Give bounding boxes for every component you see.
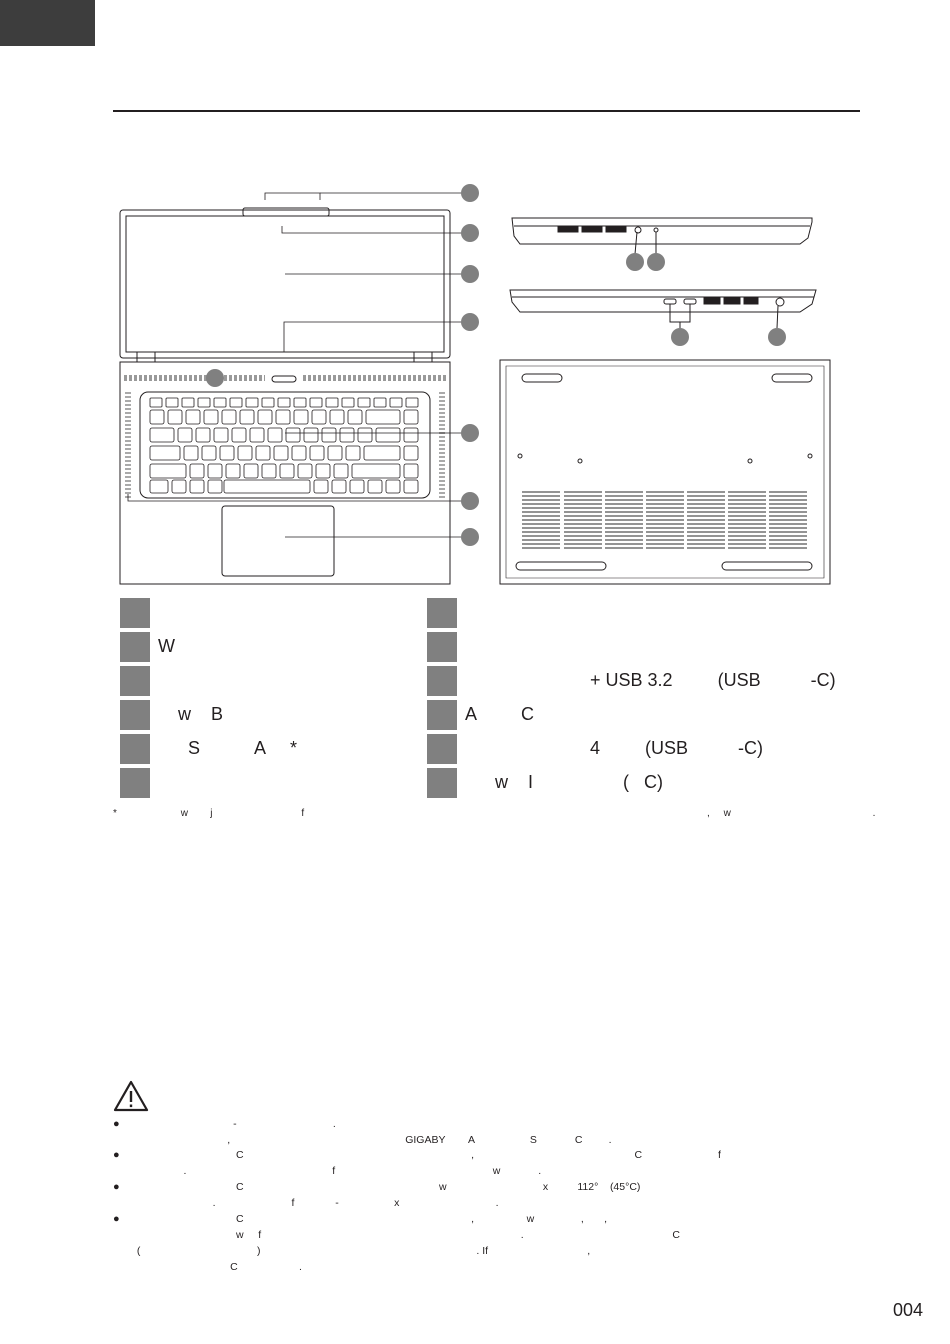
page-number: 004: [893, 1300, 924, 1320]
screen-bezel: [120, 210, 450, 358]
note-line: . f w .: [131, 1165, 542, 1177]
callout-dot: [461, 184, 479, 202]
keyboard-row-3: [150, 446, 418, 460]
side-view-right: [510, 290, 816, 312]
note-line: , GIGABY A S C .: [131, 1134, 612, 1146]
note-line: ( ) . If ,: [131, 1245, 591, 1257]
footnote: * w j f , w .: [113, 808, 876, 819]
legend-number-box: [120, 598, 150, 628]
touchpad: [222, 506, 334, 576]
legend-label: S A *: [158, 738, 298, 758]
legend-number-box: [427, 734, 457, 764]
note-line: C w x 112° (45°C): [131, 1181, 641, 1193]
keyboard-row-1: [150, 410, 418, 424]
callout-dot: [671, 328, 689, 346]
callout-dot: [647, 253, 665, 271]
legend-number-box: [427, 666, 457, 696]
legend-number-box: [120, 700, 150, 730]
legend-label: A C: [465, 704, 535, 724]
callout-dot: [461, 265, 479, 283]
callout-dot: [461, 528, 479, 546]
note-line: w f . C: [131, 1229, 681, 1241]
legend-number-box: [427, 700, 457, 730]
bottom-vents: [522, 492, 807, 548]
legend-label: + USB 3.2 (USB -C): [465, 670, 836, 690]
legend-label: w B: [158, 704, 224, 724]
note-line: C , C f: [131, 1149, 721, 1161]
bullet-icon: ●: [113, 1118, 120, 1130]
callout-dot: [461, 492, 479, 510]
callout-dot: [461, 224, 479, 242]
display-panel: [126, 216, 444, 352]
legend-number-box: [120, 768, 150, 798]
legend-number-box: [427, 598, 457, 628]
legend-number-box: [120, 734, 150, 764]
legend-label: w I ( C): [465, 772, 664, 792]
bullet-icon: ●: [113, 1149, 120, 1161]
legend-number-box: [427, 632, 457, 662]
webcam-housing: [243, 208, 329, 216]
callout-dot: [461, 313, 479, 331]
power-button: [272, 376, 296, 382]
keyboard-row-5: [150, 480, 418, 493]
note-line: C .: [131, 1261, 302, 1273]
laptop-diagram: [0, 0, 950, 600]
note-line: . f - x .: [131, 1197, 499, 1209]
legend-label: W: [158, 636, 175, 656]
keyboard-row-2: [150, 428, 418, 442]
callout-dot: [206, 369, 224, 387]
bottom-view: [500, 360, 830, 584]
note-line: C , w , ,: [131, 1213, 608, 1225]
legend-number-box: [427, 768, 457, 798]
note-line: - .: [131, 1118, 336, 1130]
legend-number-box: [120, 632, 150, 662]
side-view-left: [512, 218, 812, 244]
keyboard-row-function: [150, 398, 418, 407]
legend-number-box: [120, 666, 150, 696]
keyboard-row-4: [150, 464, 418, 478]
callout-dot: [626, 253, 644, 271]
callout-dot: [768, 328, 786, 346]
warning-icon: [113, 1080, 149, 1112]
legend-label: 4 (USB -C): [465, 738, 764, 758]
callout-dot: [461, 424, 479, 442]
bullet-icon: ●: [113, 1213, 120, 1225]
bullet-icon: ●: [113, 1181, 120, 1193]
